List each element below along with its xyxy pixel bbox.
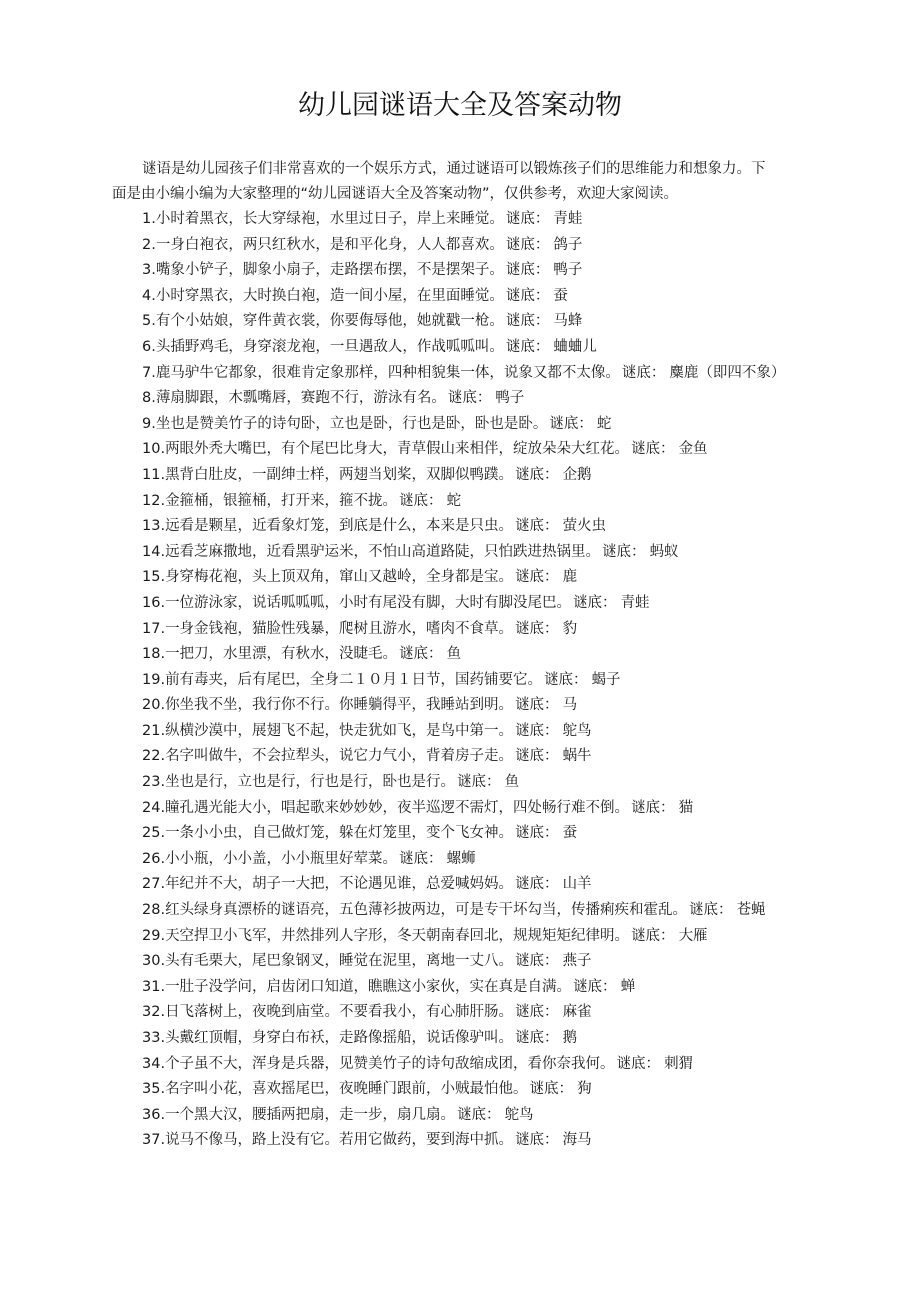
riddle-number: 12. — [142, 492, 166, 509]
answer-label: 谜底： — [549, 415, 593, 432]
riddle-answer: 蜗牛 — [562, 748, 592, 765]
riddle-question: 一把刀，水里漂，有秋水，没睫毛。 — [165, 646, 398, 663]
riddle-number: 22. — [142, 748, 166, 765]
riddle-number: 7. — [142, 364, 156, 381]
riddle-question: 小时穿黑衣，大时换白袍，造一间小屋，在里面睡觉。 — [155, 287, 504, 304]
riddle-number: 36. — [142, 1106, 166, 1123]
riddle-item — [142, 437, 822, 463]
answer-label: 谜底： — [515, 1004, 559, 1021]
riddle-question: 一个黑大汉，腰插两把扇，走一步，扇几扇。 — [165, 1106, 456, 1123]
answer-label: 谜底： — [689, 902, 733, 919]
riddle-number: 29. — [142, 927, 166, 944]
riddle-item — [142, 335, 822, 361]
answer-label: 谜底： — [515, 953, 559, 970]
riddle-item — [142, 975, 822, 1001]
riddle-answer: 蚕 — [553, 287, 568, 304]
answer-label: 谜底： — [505, 236, 550, 253]
riddle-answer: 鹅 — [562, 1030, 578, 1046]
riddle-number: 27. — [142, 876, 166, 893]
riddle-answer: 青蛙 — [553, 211, 583, 227]
riddle-number: 20. — [142, 697, 166, 714]
riddle-answer: 鹿 — [562, 569, 578, 586]
riddle-question: 坐也是赞美竹子的诗句卧，立也是卧，行也是卧，卧也是卧。 — [155, 415, 548, 432]
answer-label: 谜底： — [515, 466, 559, 483]
riddle-question: 头戴红顶帽，身穿白布袄，走路像摇船，说话像驴叫。 — [165, 1030, 514, 1046]
riddle-answer: 青蛙 — [620, 594, 650, 611]
riddle-item — [142, 489, 822, 515]
riddle-question: 一位游泳家，说话呱呱呱，小时有尾没有脚，大时有脚没尾巴。 — [165, 594, 572, 611]
riddle-number: 26. — [142, 850, 166, 867]
riddle-number: 9. — [142, 415, 156, 432]
riddle-question: 红头绿身真漂桥的谜语亮，五色薄衫披两边，可是专干坏勾当，传播痢疾和霍乱。 — [165, 902, 688, 919]
riddle-answer: 大雁 — [678, 927, 708, 944]
riddle-answer: 豹 — [562, 620, 578, 637]
riddle-question: 小小瓶，小小盖，小小瓶里好荤菜。 — [165, 850, 398, 867]
riddle-item — [142, 1103, 822, 1129]
riddle-number: 16. — [142, 594, 166, 611]
riddle-answer: 鸭子 — [495, 390, 525, 407]
riddle-item — [142, 233, 822, 259]
answer-label: 谜底： — [616, 1055, 661, 1072]
riddle-number: 31. — [142, 978, 166, 995]
riddle-item — [142, 668, 822, 694]
riddle-item — [142, 821, 822, 847]
riddle-answer: 蚕 — [562, 825, 578, 842]
riddle-question: 嘴象小铲子，脚象小扇子，走路摆布摆，不是摆架子。 — [155, 262, 504, 279]
riddle-item — [142, 642, 822, 668]
riddle-number: 35. — [142, 1081, 166, 1098]
riddle-number: 32. — [142, 1004, 166, 1021]
riddle-question: 头插野鸡毛，身穿滚龙袍，一旦遇敌人，作战呱呱叫。 — [155, 338, 504, 355]
riddle-answer: 苍蝇 — [736, 902, 766, 919]
answer-label: 谜底： — [515, 1132, 559, 1149]
riddle-answer: 马 — [562, 697, 578, 714]
riddle-answer: 鸽子 — [553, 236, 583, 253]
riddle-item — [142, 1128, 822, 1154]
intro-line-2: 面是由小编小编为大家整理的“幼儿园谜语大全及答案动物”，仅供参考，欢迎大家阅读。 — [112, 186, 679, 202]
riddle-answer: 螺蛳 — [446, 850, 476, 867]
riddle-question: 瞳孔遇光能大小，唱起歌来妙妙妙，夜半巡逻不需灯，四处畅行难不倒。 — [165, 799, 630, 816]
riddle-question: 有个小姑娘，穿件黄衣裳，你要侮辱他，她就戳一枪。 — [155, 313, 504, 330]
answer-label: 谜底： — [447, 390, 492, 407]
riddle-question: 远看是颗星，近看象灯笼，到底是什么，本来是只虫。 — [165, 518, 514, 535]
riddle-number: 2. — [142, 236, 156, 253]
riddle-item — [142, 693, 822, 719]
riddle-question: 一身金钱袍，猫脸性残暴，爬树且游水，嗜肉不食草。 — [165, 620, 514, 637]
riddle-answer: 燕子 — [562, 953, 592, 970]
riddle-number: 21. — [142, 722, 166, 739]
riddle-question: 一肚子没学问，启齿闭口知道，瞧瞧这小家伙，实在真是自满。 — [165, 978, 572, 995]
riddle-number: 4. — [142, 287, 156, 304]
riddle-question: 一条小小虫，自己做灯笼，躲在灯笼里，变个飞女神。 — [165, 825, 514, 842]
answer-label: 谜底： — [515, 1030, 559, 1046]
riddle-list — [142, 207, 822, 1154]
riddle-question: 前有毒夹，后有尾巴，全身二１０月１日节，国药铺要它。 — [165, 671, 543, 688]
riddle-answer: 蝎子 — [591, 671, 621, 688]
riddle-answer: 山羊 — [562, 876, 592, 893]
riddle-question: 金箍桶，银箍桶，打开来，箍不拢。 — [165, 492, 398, 509]
intro-line-1: 谜语是幼儿园孩子们非常喜欢的一个娱乐方式，通过谜语可以锻炼孩子们的思维能力和想象力。下 — [142, 161, 766, 177]
riddle-question: 两眼外秃大嘴巴，有个尾巴比身大，青草假山来相伴，绽放朵朵大红花。 — [165, 441, 630, 458]
riddle-item — [142, 258, 822, 284]
riddle-item — [142, 591, 822, 617]
riddle-answer: 马蜂 — [553, 313, 583, 330]
riddle-number: 13. — [142, 518, 166, 535]
riddle-item — [142, 514, 822, 540]
riddle-question: 鹿马驴牛它都象，很难肯定象那样，四种相貌集一体，说象又都不太像。 — [155, 364, 620, 381]
riddle-item — [142, 847, 822, 873]
riddle-item — [142, 361, 822, 387]
riddle-answer: 鸵鸟 — [562, 722, 592, 739]
riddle-item — [142, 565, 822, 591]
riddle-answer: 鸵鸟 — [504, 1106, 534, 1123]
answer-label: 谜底： — [457, 1106, 501, 1123]
riddle-answer: 鱼 — [504, 774, 520, 791]
riddle-question: 黑背白肚皮，一副绅士样，两翅当划桨，双脚似鸭蹼。 — [165, 466, 514, 483]
answer-label: 谜底： — [515, 825, 559, 842]
riddle-question: 日飞落树上，夜晚到庙堂。不要看我小，有心肺肝肠。 — [165, 1004, 514, 1021]
riddle-item — [142, 770, 822, 796]
answer-label: 谜底： — [631, 799, 675, 816]
riddle-number: 10. — [142, 441, 166, 458]
riddle-item — [142, 872, 822, 898]
answer-label: 谜底： — [631, 441, 675, 458]
riddle-number: 34. — [142, 1055, 166, 1072]
riddle-number: 28. — [142, 902, 166, 919]
riddle-question: 头有毛栗大，尾巴象钢叉，睡觉在泥里，离地一丈八。 — [165, 953, 514, 970]
answer-label: 谜底： — [399, 646, 443, 663]
answer-label: 谜底： — [515, 876, 559, 893]
riddle-number: 8. — [142, 390, 156, 407]
riddle-question: 纵横沙漠中，展翅飞不起，快走犹如飞，是鸟中第一。 — [165, 722, 514, 739]
riddle-question: 你坐我不坐，我行你不行。你睡躺得平，我睡站到明。 — [165, 697, 514, 714]
riddle-answer: 狗 — [577, 1081, 592, 1098]
riddle-number: 17. — [142, 620, 166, 637]
riddle-question: 一身白袍衣，两只红秋水，是和平化身，人人都喜欢。 — [155, 236, 504, 253]
riddle-number: 30. — [142, 953, 166, 970]
riddle-question: 身穿梅花袍，头上顶双角，窜山又越岭，全身都是宝。 — [165, 569, 514, 586]
riddle-answer: 刺猬 — [664, 1055, 694, 1072]
riddle-answer: 海马 — [562, 1132, 592, 1149]
riddle-item — [142, 924, 822, 950]
riddle-number: 11. — [142, 466, 166, 483]
answer-label: 谜底： — [505, 262, 550, 279]
answer-label: 谜底： — [515, 748, 559, 765]
riddle-number: 19. — [142, 671, 166, 688]
riddle-question: 天空捍卫小飞军，井然排列人字形，冬天朝南春回北，规规矩矩纪律明。 — [165, 927, 630, 944]
riddle-item — [142, 744, 822, 770]
riddle-item — [142, 1026, 822, 1052]
riddle-answer: 鱼 — [446, 646, 462, 663]
riddle-item — [142, 309, 822, 335]
riddle-item — [142, 284, 822, 310]
intro-paragraph — [112, 157, 812, 207]
riddle-answer: 金鱼 — [678, 441, 708, 458]
answer-label: 谜底： — [602, 543, 646, 560]
answer-label: 谜底： — [515, 620, 559, 637]
answer-label: 谜底： — [399, 850, 443, 867]
answer-label: 谜底： — [515, 569, 559, 586]
riddle-number: 37. — [142, 1132, 166, 1149]
riddle-answer: 蝉 — [620, 978, 636, 995]
answer-label: 谜底： — [457, 774, 501, 791]
answer-label: 谜底： — [544, 671, 588, 688]
answer-label: 谜底： — [505, 313, 550, 330]
answer-label: 谜底： — [399, 492, 443, 509]
riddle-question: 个子虽不大，浑身是兵器，见赞美竹子的诗句敌缩成团，看你奈我何。 — [165, 1055, 615, 1072]
riddle-number: 15. — [142, 569, 166, 586]
answer-label: 谜底： — [505, 211, 550, 227]
riddle-item — [142, 207, 822, 233]
riddle-item — [142, 617, 822, 643]
page-title: 幼儿园谜语大全及答案动物 — [298, 90, 622, 121]
riddle-number: 6. — [142, 338, 156, 355]
riddle-item — [142, 719, 822, 745]
riddle-item — [142, 386, 822, 412]
riddle-question: 薄扇脚跟，木瓢嘴唇，赛跑不行，游泳有名。 — [155, 390, 446, 407]
answer-label: 谜底： — [515, 697, 559, 714]
riddle-answer: 鸭子 — [553, 262, 583, 279]
riddle-number: 1. — [142, 211, 156, 227]
answer-label: 谜底： — [505, 287, 550, 304]
riddle-answer: 萤火虫 — [562, 518, 607, 535]
riddle-question: 名字叫做牛，不会拉犁头，说它力气小，背着房子走。 — [165, 748, 514, 765]
riddle-number: 25. — [142, 825, 166, 842]
riddle-item — [142, 1052, 822, 1078]
answer-label: 谜底： — [505, 338, 550, 355]
riddle-question: 说马不像马，路上没有它。若用它做药，要到海中抓。 — [165, 1132, 514, 1149]
riddle-item — [142, 463, 822, 489]
riddle-number: 18. — [142, 646, 166, 663]
answer-label: 谜底： — [529, 1081, 574, 1098]
riddle-number: 24. — [142, 799, 166, 816]
riddle-number: 33. — [142, 1030, 166, 1046]
riddle-item — [142, 1000, 822, 1026]
riddle-number: 23. — [142, 774, 166, 791]
riddle-question: 名字叫小花，喜欢摇尾巴，夜晚睡门跟前，小贼最怕他。 — [165, 1081, 528, 1098]
riddle-answer: 蚂蚁 — [649, 543, 679, 560]
riddle-item — [142, 796, 822, 822]
answer-label: 谜底： — [573, 594, 617, 611]
answer-label: 谜底： — [621, 364, 666, 381]
answer-label: 谜底： — [515, 518, 559, 535]
riddle-answer: 企鹅 — [562, 466, 592, 483]
riddle-answer: 蛇 — [596, 415, 612, 432]
riddle-question: 小时着黑衣，长大穿绿袍，水里过日子，岸上来睡觉。 — [155, 211, 504, 227]
riddle-question: 年纪并不大，胡子一大把，不论遇见谁，总爱喊妈妈。 — [165, 876, 514, 893]
riddle-number: 5. — [142, 313, 156, 330]
riddle-item — [142, 949, 822, 975]
riddle-answer: 麻雀 — [562, 1004, 592, 1021]
riddle-number: 14. — [142, 543, 166, 560]
riddle-question: 远看芝麻撒地，近看黑驴运米，不怕山高道路陡，只怕跌进热锅里。 — [165, 543, 601, 560]
answer-label: 谜底： — [573, 978, 617, 995]
answer-label: 谜底： — [515, 722, 559, 739]
riddle-answer: 蛇 — [446, 492, 462, 509]
riddle-answer: 麋鹿（即四不象） — [669, 364, 786, 381]
riddle-number: 3. — [142, 262, 156, 279]
riddle-item — [142, 412, 822, 438]
riddle-item — [142, 1077, 822, 1103]
answer-label: 谜底： — [631, 927, 675, 944]
riddle-item — [142, 540, 822, 566]
riddle-answer: 猫 — [678, 799, 694, 816]
riddle-item — [142, 898, 822, 924]
riddle-question: 坐也是行，立也是行，行也是行，卧也是行。 — [165, 774, 456, 791]
riddle-answer: 蛐蛐儿 — [553, 338, 597, 355]
